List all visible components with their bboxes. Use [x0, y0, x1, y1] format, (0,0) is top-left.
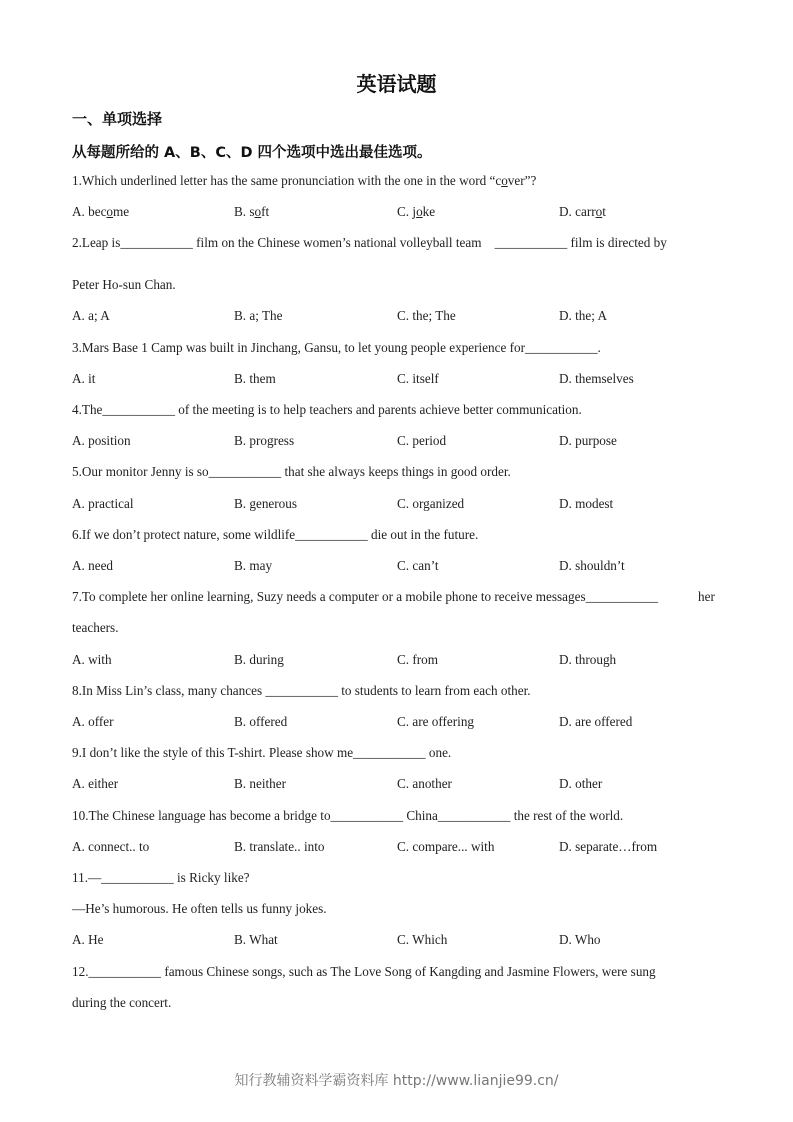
question-2-options	[72, 308, 722, 328]
option-c: C. from	[397, 652, 439, 667]
option-d: D. modest	[559, 496, 614, 511]
option-c: C. joke	[397, 204, 436, 219]
question-9-options	[72, 776, 722, 796]
option-b: B. neither	[234, 776, 287, 791]
option-a: A. He	[72, 932, 104, 947]
option-a: A. connect.. to	[72, 839, 150, 854]
option-d: D. purpose	[559, 433, 617, 448]
question-4-options	[72, 433, 722, 453]
option-c: C. compare... with	[397, 839, 495, 854]
question-7-options	[72, 652, 722, 672]
option-d: D. are offered	[559, 714, 633, 729]
question-7: 7.To complete her online learning, Suzy needs a computer or a mobile phone to receive messages___________	[72, 589, 659, 604]
option-b: B. during	[234, 652, 284, 667]
question-5-options	[72, 496, 722, 516]
option-c: C. are offering	[397, 714, 475, 729]
option-d: D. through	[559, 652, 617, 667]
option-b: B. progress	[234, 433, 295, 448]
footer-watermark: 知行教辅资料学霸资料库 http://www.lianjie99.cn/	[234, 1073, 559, 1089]
option-d: D. Who	[559, 932, 601, 947]
option-d: D. other	[559, 776, 603, 791]
option-a: A. either	[72, 776, 119, 791]
option-b: B. a; The	[234, 308, 283, 323]
question-2-continuation: Peter Ho-sun Chan.	[72, 277, 176, 292]
option-d: D. the; A	[559, 308, 607, 323]
option-b: B. offered	[234, 714, 288, 729]
option-b: B. translate.. into	[234, 839, 325, 854]
question-9: 9.I don’t like the style of this T-shirt. Please show me___________ one.	[72, 745, 452, 760]
option-d: D. carrot	[559, 204, 606, 219]
question-10-options	[72, 839, 722, 859]
section-heading: 一、单项选择	[72, 110, 163, 128]
option-a: A. a; A	[72, 308, 110, 323]
question-6-options	[72, 558, 722, 578]
question-3: 3.Mars Base 1 Camp was built in Jinchang, Gansu, to let young people experience for___________.	[72, 340, 601, 355]
question-11: 11.—___________ is Ricky like?	[72, 870, 250, 885]
option-d: D. themselves	[559, 371, 634, 386]
option-d: D. shouldn’t	[559, 558, 625, 573]
option-c: C. Which	[397, 932, 448, 947]
question-6: 6.If we don’t protect nature, some wildlife___________ die out in the future.	[72, 527, 479, 542]
option-a: A. position	[72, 433, 131, 448]
option-b: B. may	[234, 558, 273, 573]
question-10: 10.The Chinese language has become a bridge to___________ China___________ the rest of the world.	[72, 808, 624, 823]
option-a: A. with	[72, 652, 112, 667]
option-b: B. them	[234, 371, 276, 386]
question-11-dialogue: —He’s humorous. He often tells us funny jokes.	[72, 901, 327, 916]
option-b: B. What	[234, 932, 278, 947]
page-title: 英语试题	[356, 72, 437, 96]
question-4: 4.The___________ of the meeting is to help teachers and parents achieve better communication.	[72, 402, 582, 417]
option-c: C. period	[397, 433, 447, 448]
question-7-continuation: teachers.	[72, 620, 119, 635]
option-a: A. need	[72, 558, 114, 573]
option-a: A. become	[72, 204, 130, 219]
option-a: A. practical	[72, 496, 134, 511]
option-a: A. it	[72, 371, 96, 386]
question-12: 12.___________ famous Chinese songs, such as The Love Song of Kangding and Jasmine Flowers, were sung	[72, 964, 656, 979]
question-3-options	[72, 371, 722, 391]
question-11-options	[72, 932, 722, 952]
question-1: 1.Which underlined letter has the same pronunciation with the one in the word “cover”?	[72, 173, 537, 188]
question-2: 2.Leap is___________ film on the Chinese women’s national volleyball team ___________ film is directed by	[72, 235, 667, 250]
option-c: C. itself	[397, 371, 439, 386]
option-b: B. generous	[234, 496, 297, 511]
question-7-line-end: her	[698, 589, 715, 604]
option-c: C. another	[397, 776, 452, 791]
option-c: C. the; The	[397, 308, 456, 323]
option-b: B. soft	[234, 204, 270, 219]
option-a: A. offer	[72, 714, 114, 729]
question-12-continuation: during the concert.	[72, 995, 172, 1010]
instruction-text: 从每题所给的 A、B、C、D 四个选项中选出最佳选项。	[72, 145, 432, 161]
option-d: D. separate…from	[559, 839, 658, 854]
question-1-options	[72, 204, 722, 224]
question-5: 5.Our monitor Jenny is so___________ that she always keeps things in good order.	[72, 464, 511, 479]
question-8: 8.In Miss Lin’s class, many chances ___________ to students to learn from each other.	[72, 683, 531, 698]
option-c: C. organized	[397, 496, 465, 511]
question-8-options	[72, 714, 722, 734]
option-c: C. can’t	[397, 558, 439, 573]
